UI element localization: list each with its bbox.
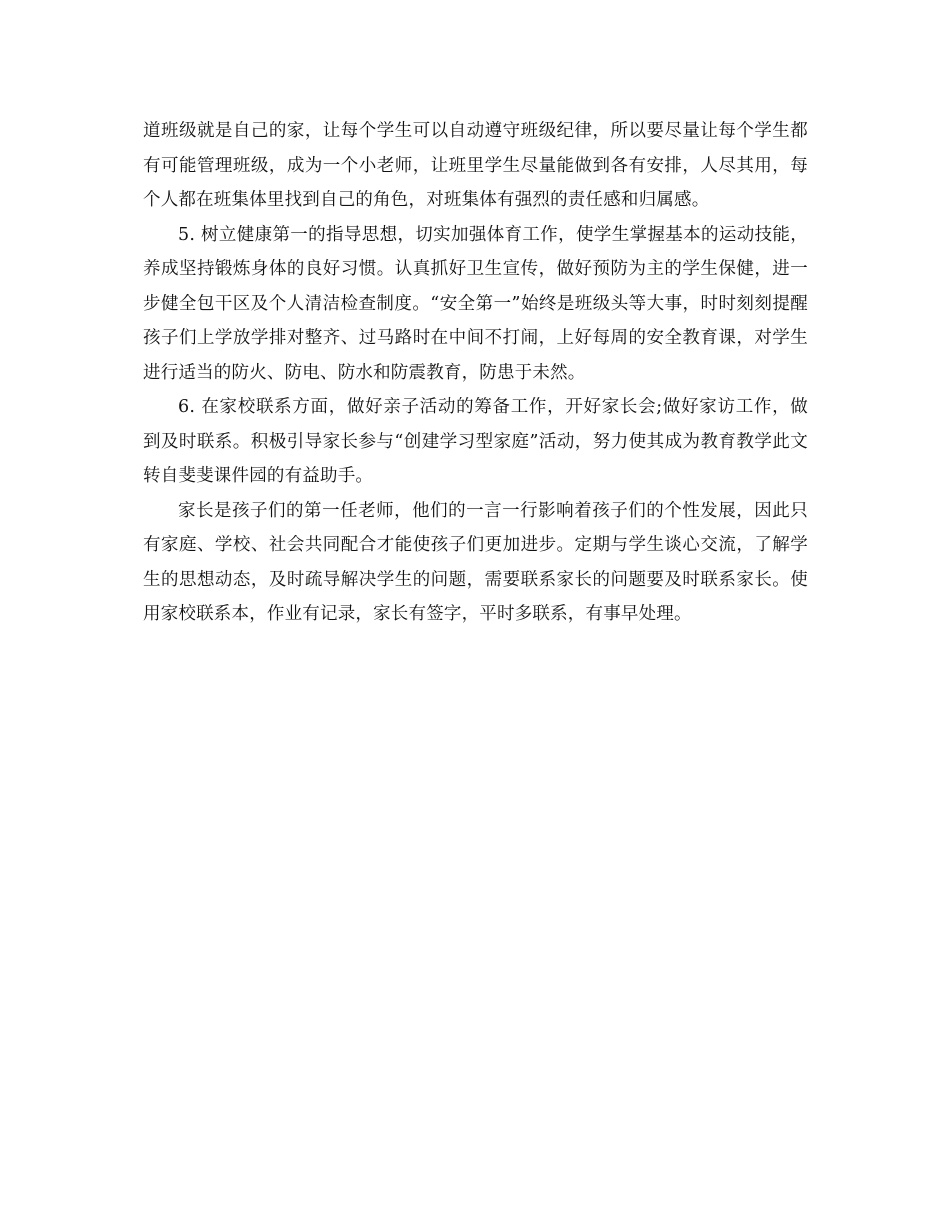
paragraph-item-5: 5. 树立健康第一的指导思想，切实加强体育工作，使学生掌握基本的运动技能，养成坚持锻炼身体的良好习惯。认真抓好卫生宣传，做好预防为主的学生保健，进一步健全包干区及个人清洁检查制度。“安全第一”始终是班级头等大事，时时刻刻提醒孩子们上学放学排对整齐、过马路时在中间不打闹，上好每周的安全教育课，对学生进行适当的防火、防电、防水和防震教育，防患于未然。	[143, 224, 808, 383]
paragraph-parents: 家长是孩子们的第一任老师，他们的一言一行影响着孩子们的个性发展，因此只有家庭、学校、社会共同配合才能使孩子们更加进步。定期与学生谈心交流，了解学生的思想动态，及时疏导解决学生的问题，需要联系家长的问题要及时联系家长。使用家校联系本，作业有记录，家长有签字，平时多联系，有事早处理。	[143, 500, 808, 624]
paragraph-continuation: 道班级就是自己的家，让每个学生可以自动遵守班级纪律，所以要尽量让每个学生都有可能管理班级，成为一个小老师，让班里学生尽量能做到各有安排，人尽其用，每个人都在班集体里找到自己的角色，对班集体有强烈的责任感和归属感。	[143, 121, 808, 210]
paragraph-item-6: 6. 在家校联系方面，做好亲子活动的筹备工作，开好家长会;做好家访工作，做到及时联系。积极引导家长参与“创建学习型家庭”活动，努力使其成为教育教学此文转自斐斐课件园的有益助手。	[143, 397, 808, 486]
document-body	[143, 114, 808, 632]
